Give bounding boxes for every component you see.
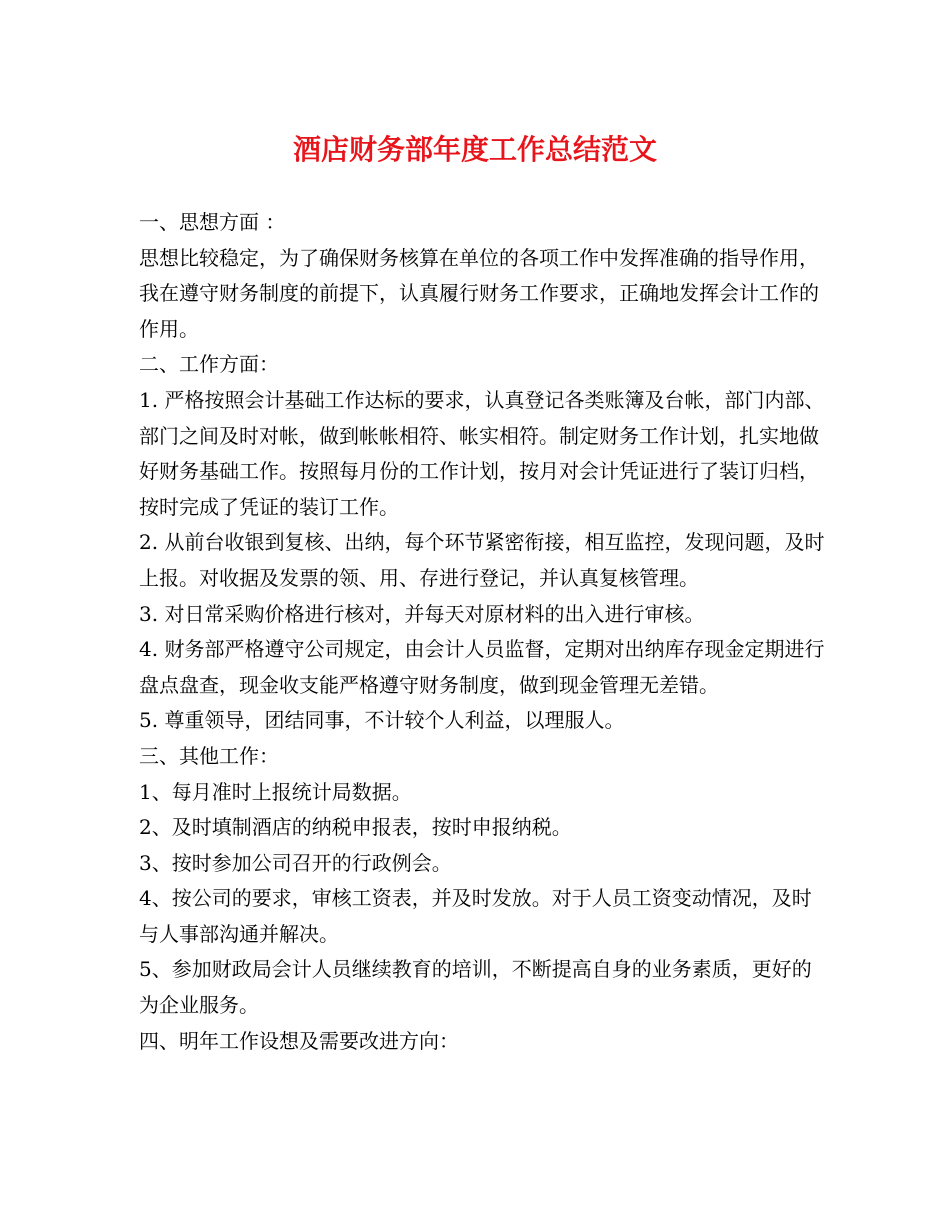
document-body bbox=[139, 205, 829, 1059]
list-item-other-3: 3、按时参加公司召开的行政例会。 bbox=[139, 850, 452, 875]
list-item-work-1: 1. 严格按照会计基础工作达标的要求，认真登记各类账簿及台帐，部门内部、部门之间及时对帐，做到帐帐相符、帐实相符。制定财务工作计划，扎实地做好财务基础工作。按照每月份的工作计划，按月对会计凭证进行了装订归档，按时完成了凭证的装订工作。 bbox=[139, 387, 825, 519]
document-title: 酒店财务部年度工作总结范文 bbox=[292, 133, 657, 166]
list-item-work-4: 4. 财务部严格遵守公司规定，由会计人员监督，定期对出纳库存现金定期进行盘点盘查，现金收支能严格遵守财务制度，做到现金管理无差错。 bbox=[139, 637, 825, 697]
section-heading-other: 三、其他工作： bbox=[139, 743, 279, 768]
section-heading-next-year: 四、明年工作设想及需要改进方向： bbox=[139, 1028, 459, 1053]
list-item-work-2: 2. 从前台收银到复核、出纳，每个环节紧密衔接，相互监控，发现问题，及时上报。对收据及发票的领、用、存进行登记，并认真复核管理。 bbox=[139, 530, 825, 590]
paragraph-thought: 思想比较稳定，为了确保财务核算在单位的各项工作中发挥准确的指导作用，我在遵守财务制度的前提下，认真履行财务工作要求，正确地发挥会计工作的作用。 bbox=[139, 245, 819, 341]
list-item-other-4: 4、按公司的要求，审核工资表，并及时发放。对于人员工资变动情况，及时与人事部沟通并解决。 bbox=[139, 886, 812, 946]
list-item-work-3: 3. 对日常采购价格进行核对，并每天对原材料的出入进行审核。 bbox=[139, 601, 705, 626]
section-heading-work: 二、工作方面： bbox=[139, 352, 279, 377]
list-item-other-1: 1、每月准时上报统计局数据。 bbox=[139, 779, 412, 804]
list-item-other-2: 2、及时填制酒店的纳税申报表，按时申报纳税。 bbox=[139, 815, 572, 840]
section-heading-thought: 一、思想方面 ： bbox=[139, 210, 286, 234]
list-item-work-5: 5. 尊重领导，团结同事，不计较个人利益，以理服人。 bbox=[139, 708, 625, 733]
list-item-other-5: 5、参加财政局会计人员继续教育的培训，不断提高自身的业务素质，更好的为企业服务。 bbox=[139, 957, 812, 1018]
